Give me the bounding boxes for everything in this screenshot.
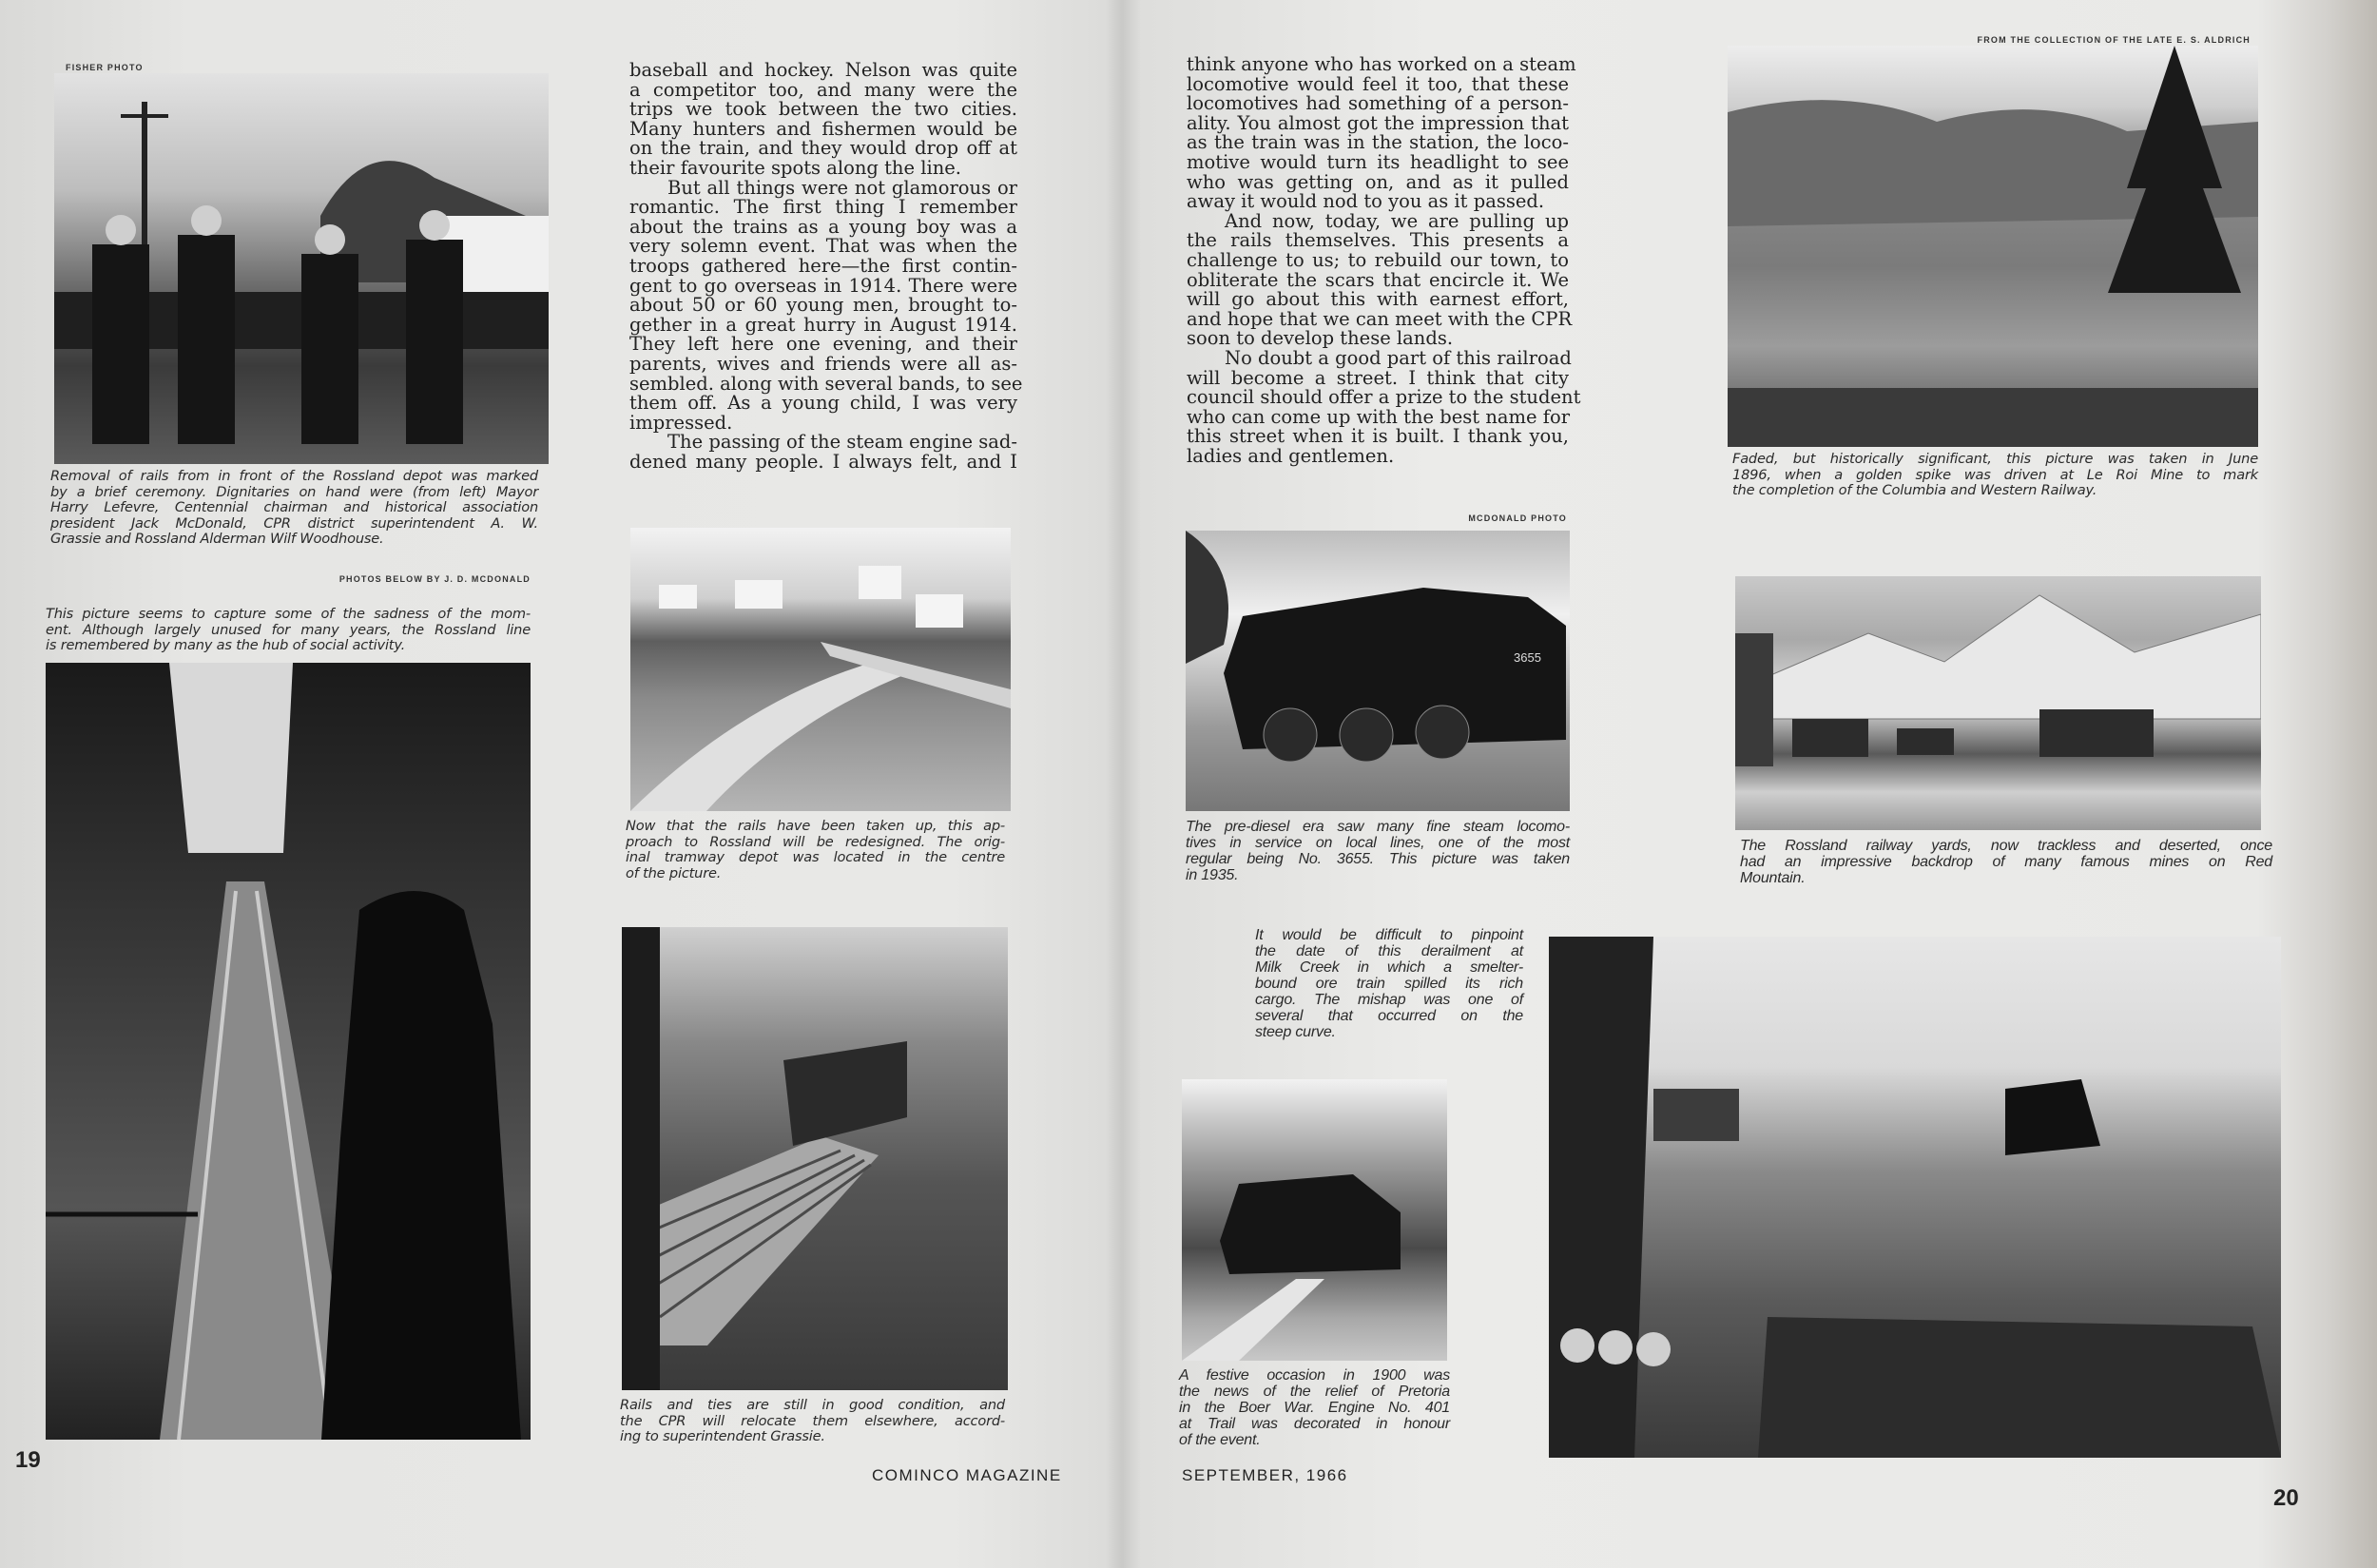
text-line: the date of this derailment at bbox=[1255, 943, 1523, 959]
paragraph bbox=[1187, 209, 1573, 350]
text-line: gent to go overseas in 1914. There were bbox=[629, 274, 1017, 297]
photo-rear-of-train bbox=[46, 663, 531, 1440]
text-line: sembled. along with several bands, to see bbox=[629, 372, 1023, 395]
text-line: by a brief ceremony. Dignitaries on hand were (from left) Mayor bbox=[50, 483, 538, 500]
text-line: the news of the relief of Pretoria bbox=[1179, 1384, 1450, 1400]
text-line: dened many people. I always felt, and I bbox=[629, 450, 1017, 473]
text-line: soon to develop these lands. bbox=[1187, 327, 1454, 350]
text-line: at Trail was decorated in honour bbox=[1179, 1416, 1450, 1432]
text-line: tives in service on local lines, one of the most bbox=[1186, 835, 1570, 851]
caption-loco bbox=[1186, 819, 1570, 883]
text-line: A festive occasion in 1900 was bbox=[1179, 1367, 1450, 1384]
text-line: challenge to us; to rebuild our town, to bbox=[1187, 248, 1569, 271]
text-line: in 1935. bbox=[1186, 867, 1239, 883]
text-line: parents, wives and friends were all as- bbox=[629, 352, 1017, 375]
text-line: the CPR will relocate them elsewhere, accord- bbox=[620, 1412, 1005, 1429]
text-line: ing to superintendent Grassie. bbox=[620, 1428, 825, 1444]
text-line: inal tramway depot was located in the centre bbox=[626, 849, 1005, 865]
text-line: them off. As a young child, I was very bbox=[629, 392, 1017, 415]
photo-railway-yards bbox=[1735, 576, 2261, 830]
paragraph bbox=[1187, 53, 1576, 213]
caption-derailment bbox=[1255, 927, 1523, 1040]
text-line: The pre-diesel era saw many fine steam locomo- bbox=[1186, 819, 1570, 835]
text-line: will become a street. I think that city bbox=[1187, 366, 1569, 389]
text-line: bound ore train spilled its rich bbox=[1255, 976, 1523, 992]
road-illustration bbox=[630, 528, 1011, 811]
caption-ties bbox=[620, 1398, 1005, 1445]
text-line: trips we took between the two cities. bbox=[629, 98, 1017, 121]
text-line: And now, today, we are pulling up bbox=[1225, 209, 1569, 232]
body-text-left bbox=[629, 59, 1023, 473]
loco-number-plate: 3655 bbox=[1514, 650, 1541, 665]
text-line: ent. Although largely unused for many years, the Rossland line bbox=[46, 621, 531, 638]
photo-derailment bbox=[1549, 937, 2281, 1458]
text-line: This picture seems to capture some of the sadness of the mom- bbox=[46, 606, 531, 622]
text-line: locomotives had something of a person- bbox=[1187, 92, 1569, 115]
text-line: Faded, but historically significant, this picture was taken in June bbox=[1732, 451, 2258, 467]
text-line: baseball and hockey. Nelson was quite bbox=[629, 59, 1017, 81]
text-line: about 50 or 60 young men, brought to- bbox=[629, 294, 1017, 317]
text-line: romantic. The first thing I remember bbox=[629, 196, 1017, 219]
photo-credit-mcdonald: PHOTOS BELOW BY J. D. MCDONALD bbox=[338, 574, 531, 584]
text-line: Rails and ties are still in good condition, and bbox=[620, 1397, 1005, 1413]
text-line: locomotive would feel it too, that these bbox=[1187, 72, 1569, 95]
footer-magazine-name: COMINCO MAGAZINE bbox=[872, 1466, 1062, 1484]
track-illustration bbox=[46, 663, 531, 1440]
paragraph bbox=[629, 433, 1017, 472]
text-line: troops gathered here—the first contin- bbox=[629, 254, 1017, 277]
caption-festive bbox=[1179, 1367, 1450, 1448]
photo-golden-spike bbox=[1728, 46, 2258, 447]
text-line: of the picture. bbox=[626, 864, 722, 881]
text-line: obliterate the scars that encircle it. We bbox=[1187, 268, 1569, 291]
text-line: a competitor too, and many were the bbox=[629, 78, 1017, 101]
photo-credit-fisher: FISHER PHOTO bbox=[66, 63, 144, 72]
locomotive-illustration bbox=[1186, 531, 1570, 811]
text-line: The Rossland railway yards, now trackless and deserted, once bbox=[1740, 838, 2272, 854]
text-line: cargo. The mishap was one of bbox=[1255, 992, 1523, 1008]
body-text-right bbox=[1187, 53, 1581, 467]
text-line: Milk Creek in which a smelter- bbox=[1255, 959, 1523, 976]
text-line: had an impressive backdrop of many famous mines on Red bbox=[1740, 854, 2272, 870]
page-number-right: 20 bbox=[2273, 1485, 2299, 1511]
text-line: steep curve. bbox=[1255, 1024, 1336, 1040]
text-line: their favourite spots along the line. bbox=[629, 156, 962, 179]
text-line: away it would nod to you as it passed. bbox=[1187, 190, 1545, 213]
text-line: 1896, when a golden spike was driven at Le Roi Mine to mark bbox=[1732, 466, 2258, 483]
text-line: council should offer a prize to the student bbox=[1187, 386, 1581, 409]
text-line: in the Boer War. Engine No. 401 bbox=[1179, 1400, 1450, 1416]
text-line: will go about this with earnest effort, bbox=[1187, 288, 1569, 311]
text-line: and hope that we can meet with the CPR bbox=[1187, 307, 1573, 330]
text-line: Mountain. bbox=[1740, 870, 1806, 886]
derailment-illustration bbox=[1549, 937, 2281, 1458]
text-line: Now that the rails have been taken up, this ap- bbox=[626, 818, 1005, 834]
caption-yards bbox=[1740, 838, 2272, 886]
golden-spike-illustration bbox=[1728, 46, 2258, 447]
paragraph bbox=[1187, 346, 1581, 467]
photo-festive-engine-401 bbox=[1182, 1079, 1447, 1361]
text-line: It would be difficult to pinpoint bbox=[1255, 927, 1523, 943]
text-line: the completion of the Columbia and Western Railway. bbox=[1732, 482, 2097, 498]
page-number-left: 19 bbox=[15, 1447, 41, 1473]
text-line: who was getting on, and as it pulled bbox=[1187, 170, 1569, 193]
photo-ceremony bbox=[54, 73, 549, 464]
caption-road bbox=[626, 819, 1005, 881]
text-line: motive would turn its headlight to see bbox=[1187, 150, 1569, 173]
paragraph bbox=[629, 61, 1017, 179]
footer-issue-date: SEPTEMBER, 1966 bbox=[1182, 1466, 1348, 1484]
text-line: Harry Lefevre, Centennial chairman and historical association bbox=[50, 499, 538, 515]
caption-sadness bbox=[46, 607, 531, 654]
ceremony-illustration bbox=[54, 73, 549, 464]
text-line: this street when it is built. I thank you, bbox=[1187, 425, 1569, 448]
text-line: Grassie and Rossland Alderman Wilf Woodhouse. bbox=[50, 531, 384, 547]
photo-credit-collection: FROM THE COLLECTION OF THE LATE E. S. ALDRICH bbox=[1977, 35, 2251, 45]
text-line: about the trains as a young boy was a bbox=[629, 215, 1017, 238]
text-line: as the train was in the station, the loco- bbox=[1187, 131, 1569, 154]
text-line: proach to Rossland will be redesigned. The orig- bbox=[626, 833, 1005, 850]
text-line: think anyone who has worked on a steam bbox=[1187, 53, 1576, 75]
text-line: is remembered by many as the hub of social activity. bbox=[46, 637, 406, 653]
text-line: ality. You almost got the impression that bbox=[1187, 111, 1569, 134]
caption-golden-spike bbox=[1732, 452, 2258, 499]
text-line: on the train, and they would drop off at bbox=[629, 137, 1017, 160]
text-line: The passing of the steam engine sad- bbox=[667, 431, 1017, 454]
text-line: But all things were not glamorous or bbox=[667, 176, 1017, 199]
text-line: They left here one evening, and their bbox=[629, 333, 1017, 356]
text-line: ladies and gentlemen. bbox=[1187, 444, 1395, 467]
photo-credit-loco: MCDONALD PHOTO bbox=[1468, 513, 1567, 523]
text-line: regular being No. 3655. This picture was taken bbox=[1186, 851, 1570, 867]
text-line: Removal of rails from in front of the Rossland depot was marked bbox=[50, 468, 538, 484]
text-line: Many hunters and fishermen would be bbox=[629, 117, 1017, 140]
text-line: very solemn event. That was when the bbox=[629, 235, 1017, 258]
festive-engine-illustration bbox=[1182, 1079, 1447, 1361]
text-line: president Jack McDonald, CPR district superintendent A. W. bbox=[50, 514, 538, 532]
ties-illustration bbox=[622, 927, 1008, 1390]
text-line: impressed. bbox=[629, 411, 733, 434]
caption-ceremony bbox=[50, 469, 538, 548]
photo-rails-and-ties bbox=[622, 927, 1008, 1390]
text-line: of the event. bbox=[1179, 1432, 1261, 1448]
text-line: several that occurred on the bbox=[1255, 1008, 1523, 1024]
text-line: the rails themselves. This presents a bbox=[1187, 229, 1569, 252]
paragraph bbox=[629, 176, 1023, 434]
photo-locomotive-3655 bbox=[1186, 531, 1570, 811]
text-line: No doubt a good part of this railroad bbox=[1225, 346, 1572, 369]
text-line: who can come up with the best name for bbox=[1187, 405, 1571, 428]
photo-road-approach bbox=[630, 528, 1011, 811]
text-line: gether in a great hurry in August 1914. bbox=[629, 313, 1017, 336]
yards-illustration bbox=[1735, 576, 2261, 830]
